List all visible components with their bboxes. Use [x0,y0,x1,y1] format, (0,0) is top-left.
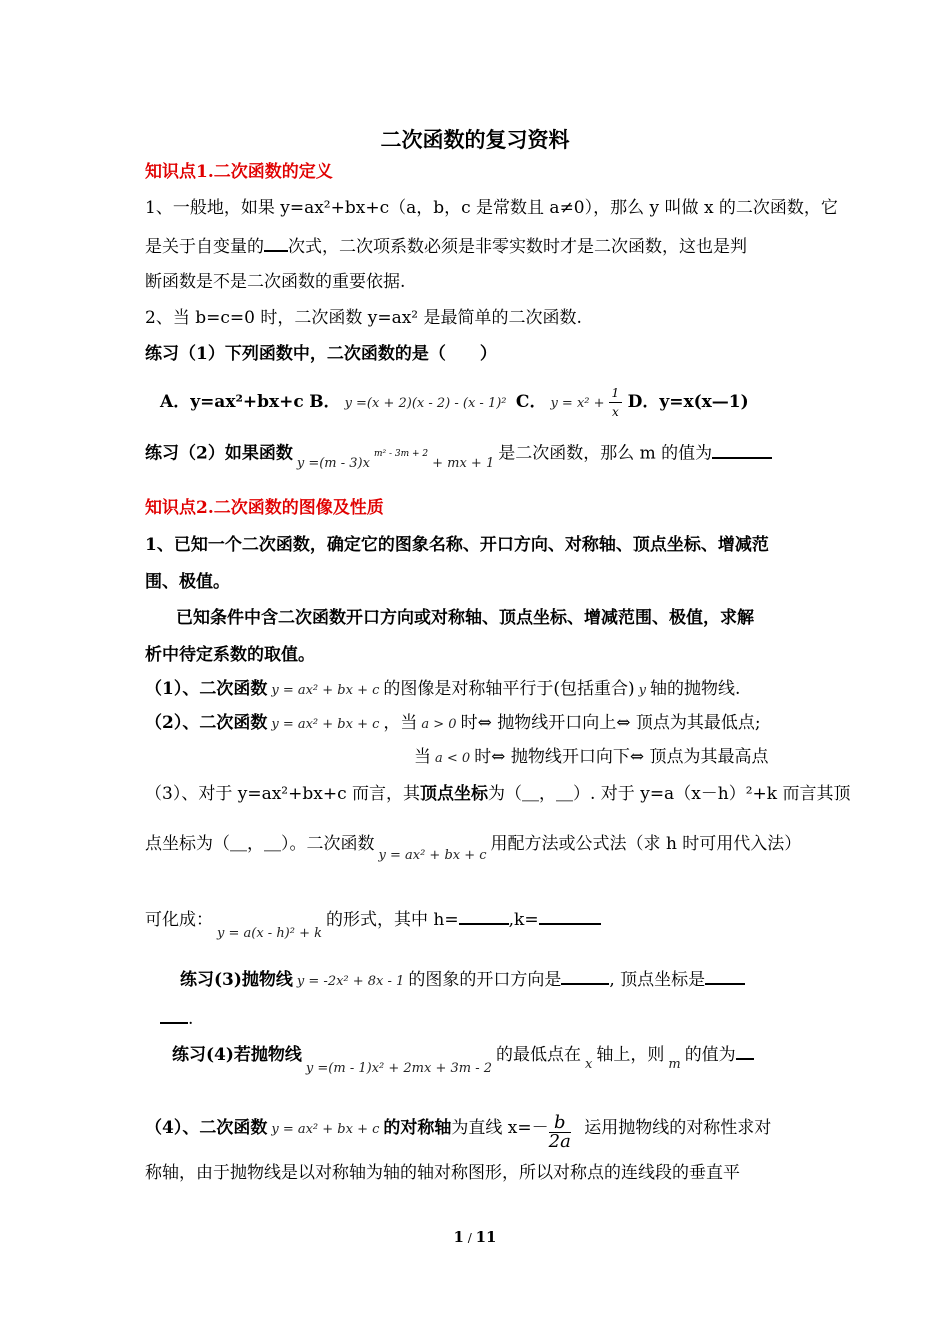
exercise4-label: 练习(4)若抛物线 [172,1045,302,1065]
option-c-fraction: $\frac{1}{x}$ [609,384,623,421]
item3-c-k: ,k= [508,910,539,930]
item2 [145,711,761,737]
item3-c-mid: 的形式，其中 h= [326,910,459,930]
sec2-q2-line2: 析中待定系数的取值。 [145,645,315,665]
exercise2-exponent: m² - 3m + 2 [373,449,429,459]
item1-y-var: y [638,683,647,698]
def-para-line2 [145,234,747,259]
sec2-q1-line2: 围、极值。 [145,572,230,592]
option-b-label: B． [309,392,341,412]
item4-label: （4）、二次函数 [145,1118,268,1138]
page-total: 11 [475,1228,497,1246]
item2-label: （2）、二次函数 [145,713,268,733]
exercise2-label: 练习（2）如果函数 [145,443,293,464]
item2b-condition: a < 0 [435,751,471,766]
answer-blank [539,907,601,925]
item4-line1 [145,1110,772,1152]
exercise3-text2: , 顶点坐标是 [609,970,706,990]
page-title: 二次函数的复习资料 [380,127,570,152]
item3-bold: 顶点坐标 [420,784,488,804]
option-c-formula: y = x² + [550,396,605,411]
page-current: 1 [453,1228,464,1246]
item3-b-formula: y = ax² + bx + c [378,848,487,863]
item3-line1 [145,782,851,806]
exercise2-formula: y =(m - 3)x [296,455,370,471]
exercise3 [180,967,745,994]
def-para-line2-post: 次式，二次项系数必须是非零实数时才是二次函数，这也是判 [288,237,747,257]
def-para-line3: 断函数是不是二次函数的重要依据. [145,272,406,292]
answer-blank [736,1042,754,1060]
answer-blank [264,234,288,252]
section2-heading: 知识点2.二次函数的图像及性质 [145,498,384,518]
item1-end: 轴的抛物线. [650,679,741,699]
exercise4-x-var: x [585,1057,593,1072]
option-c-label: C． [515,392,547,412]
exercise4-m-var: m [668,1057,681,1072]
item3-a: （3）、对于 y=ax²+bx+c 而言，其 [145,784,420,804]
exercise3-text: 的图象的开口方向是 [408,970,562,990]
exercise3-end: . [188,1009,194,1029]
item3-a-post: 为（＿，＿）. 对于 y=a（x－h）²+k 而言其顶 [488,784,851,804]
answer-blank [561,967,609,985]
exercise2-formula-tail: + mx + 1 [432,455,495,471]
answer-blank [459,907,509,925]
exercise2 [145,438,772,471]
exercise4 [172,1042,754,1076]
exercise3-cont [160,1006,193,1031]
item4-denominator: 2a [548,1131,571,1152]
exercise3-formula: y = -2x² + 8x - 1 [296,974,405,989]
item2-condition: a > 0 [421,717,457,732]
item4-bold: 的对称轴 [383,1118,452,1138]
section1-heading: 知识点1.二次函数的定义 [145,162,333,182]
page-separator: / [467,1231,472,1245]
option-a: A．y=ax²+bx+c [160,392,304,412]
item2b-text: 时⇔ 抛物线开口向下⇔ 顶点为其最高点 [474,747,769,767]
exercise2-question: 是二次函数，那么 m 的值为 [498,443,713,464]
item4-line2: 称轴，由于抛物线是以对称轴为轴的轴对称图形，所以对称点的连线段的垂直平 [145,1163,740,1183]
item4-mid: 为直线 x=－ [451,1118,549,1138]
item3-b-post: 用配方法或公式法（求 h 时可用代入法） [490,834,802,854]
page-number [0,1228,950,1246]
exercise4-mid2: 轴上，则 [596,1045,665,1065]
item3-c-pre: 可化成： [145,910,213,930]
item1-formula: y = ax² + bx + c [271,683,380,698]
item3-line2 [145,832,802,863]
answer-blank [705,967,745,985]
answer-blank [160,1006,188,1024]
item4-numerator: b [549,1114,571,1133]
item2b-pre: 当 [414,747,431,767]
item1-label: （1）、二次函数 [145,679,268,699]
option-b-formula: y =(x + 2)(x - 2) - (x - 1)² [344,396,507,411]
item4-text: 运用抛物线的对称性求对 [584,1118,772,1138]
sec2-q1-line1: 1、已知一个二次函数，确定它的图象名称、开口方向、对称轴、顶点坐标、增减范 [145,535,769,555]
answer-blank [712,441,772,459]
item3-c-formula: y = a(x - h)² + k [217,926,323,941]
option-d: D．y=x(x—1) [627,392,749,412]
exercise3-label: 练习(3)抛物线 [180,970,293,990]
item2-second [414,745,768,771]
item4-fraction [549,1114,571,1151]
item1 [145,677,740,703]
item2-formula: y = ax² + bx + c [271,717,380,732]
item3-line3 [145,907,601,941]
exercise4-formula: y =(m - 1)x² + 2mx + 3m - 2 [305,1061,493,1076]
exercise1: 练习（1）下列函数中，二次函数的是（ ） [145,344,497,364]
item2-text: 时⇔ 抛物线开口向上⇔ 顶点为其最低点; [460,713,761,733]
exercise4-mid: 的最低点在 [496,1045,582,1065]
def-para-line1: 1、一般地，如果 y=ax²+bx+c（a，b，c 是常数且 a≠0），那么 y 叫做 x 的二次函数，它 [145,198,838,218]
item1-text: 的图像是对称轴平行于(包括重合) [383,679,635,699]
item4-formula: y = ax² + bx + c [271,1122,380,1137]
exercise4-text: 的值为 [684,1045,736,1065]
item3-b-pre: 点坐标为（＿，＿）。二次函数 [145,834,375,854]
exercise1-options [160,384,749,421]
item2-mid: ，当 [383,713,418,733]
def-para-line2-pre: 是关于自变量的 [145,237,264,257]
sec2-q2-line1: 已知条件中含二次函数开口方向或对称轴、顶点坐标、增减范围、极值，求解 [176,608,754,628]
def-point2: 2、当 b=c=0 时，二次函数 y=ax² 是最简单的二次函数. [145,308,582,328]
